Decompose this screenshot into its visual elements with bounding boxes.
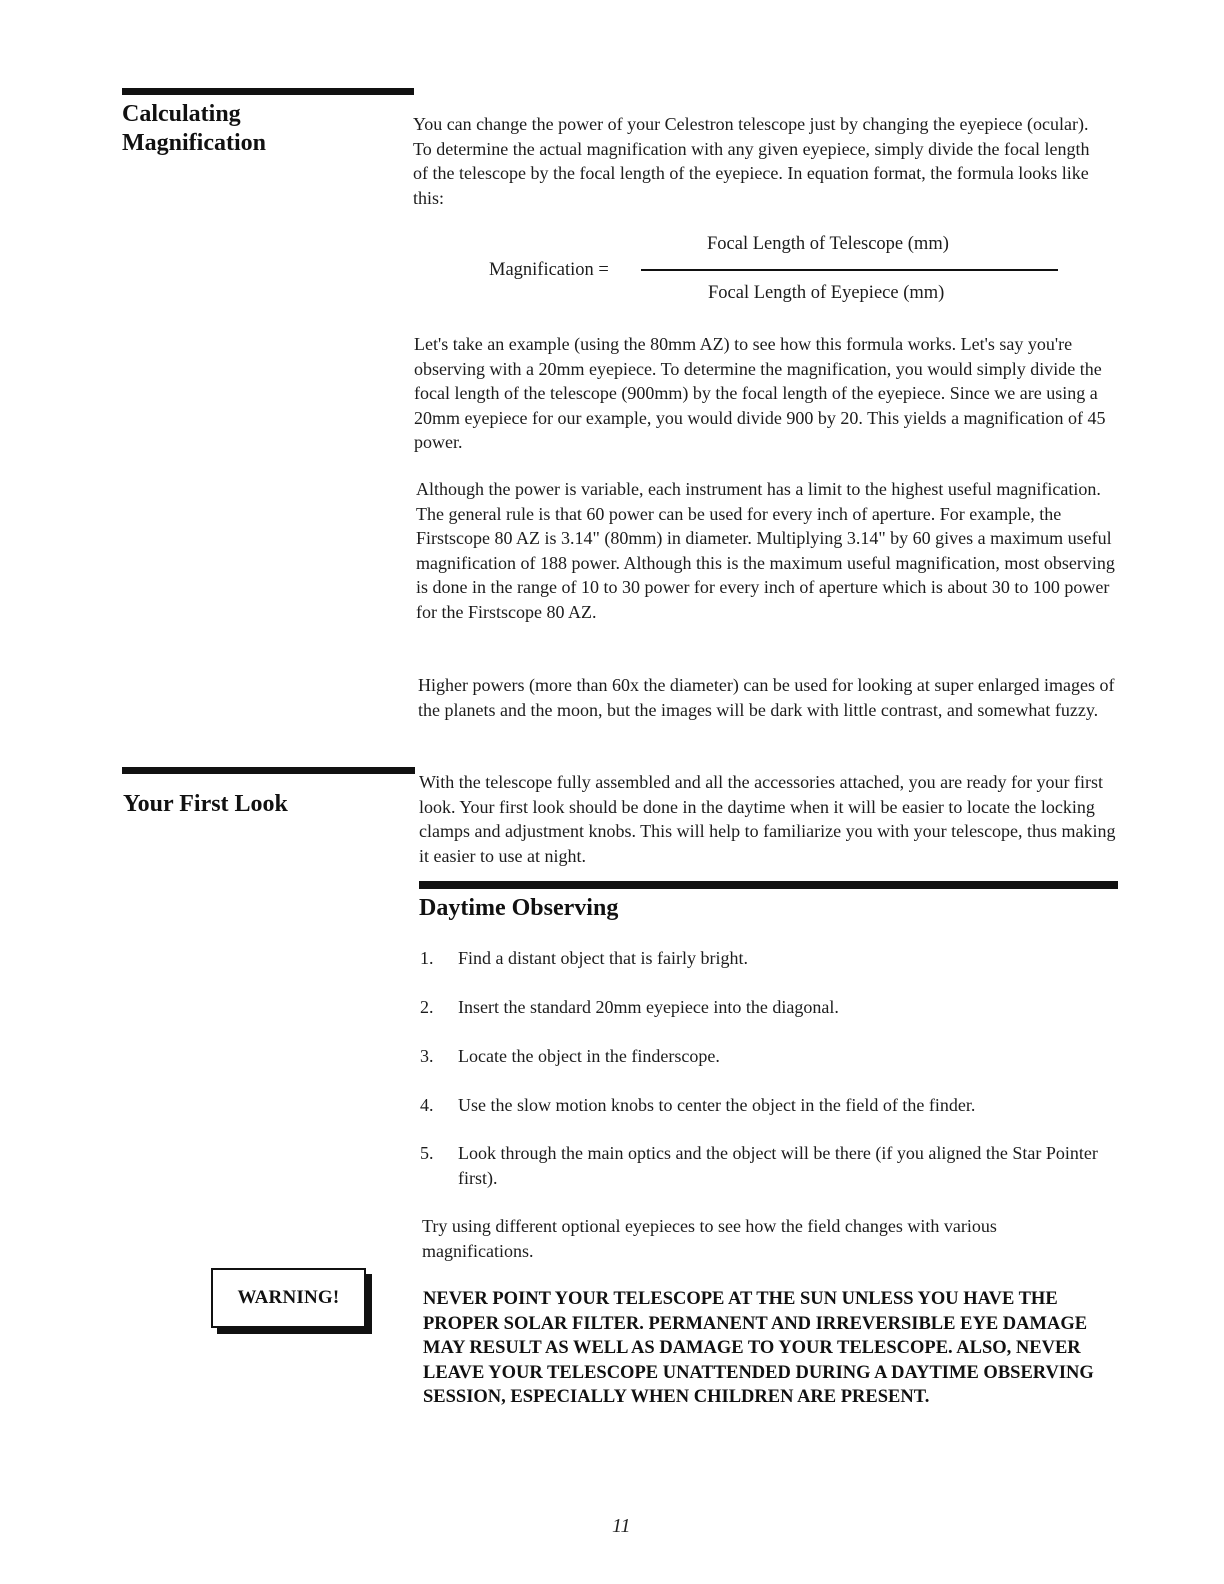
heading-daytime-observing: Daytime Observing [419,895,619,921]
formula-numerator: Focal Length of Telescope (mm) [707,234,949,254]
section-rule-first-look [122,767,415,774]
heading-calculating-magnification [122,100,266,158]
heading-line-2: Magnification [122,130,266,156]
example-paragraph: Let's take an example (using the 80mm AZ) to see how this formula works. Let's say you're observing with a 20mm eyepiece. To determine the magnification, you would simply divide the focal length of the telescope (900mm) by the focal length of the eyepiece. Since we are using a 20mm eyepiece for our example, you would divide 900 by 20. This yields a magnification of 45 power. [414,334,1106,453]
list-item-number: 2. [420,997,434,1017]
list-item [420,946,1110,971]
section-rule-calculating [122,88,414,95]
warning-label-box [211,1268,366,1328]
heading-your-first-look: Your First Look [123,791,288,817]
list-item [420,1093,1110,1118]
warning-text: NEVER POINT YOUR TELESCOPE AT THE SUN UNLESS YOU HAVE THE PROPER SOLAR FILTER. PERMANENT AND IRREVERSIBLE EYE DAMAGE MAY RESULT AS WELL AS DAMAGE TO YOUR TELESCOPE. ALSO, NEVER LEAVE YOUR TELESCOPE UNATTENDED DURING A DAYTIME OBSERVING SESSION, ESPECIALLY WHEN CHILDREN ARE PRESENT. [423,1289,1094,1408]
warning-label: WARNING! [237,1287,340,1308]
section-rule-daytime [419,881,1118,889]
list-item [420,995,1110,1020]
intro-paragraph: You can change the power of your Celestron telescope just by changing the eyepiece (ocular). To determine the actual magnification with any given eyepiece, simply divide the focal length of the telescope by the focal length of the eyepiece. In equation format, the formula looks like this: [413,114,1090,208]
list-item-text: Look through the main optics and the object will be there (if you aligned the Star Pointer first). [458,1143,1098,1188]
list-item-number: 1. [420,948,434,968]
page-number: 11 [612,1515,631,1537]
heading-line-1: Calculating [122,101,241,127]
list-item-text: Find a distant object that is fairly bright. [458,948,748,968]
list-item-text: Locate the object in the finderscope. [458,1046,720,1066]
list-item-number: 5. [420,1143,434,1163]
list-item [420,1044,1110,1069]
formula-denominator: Focal Length of Eyepiece (mm) [708,283,945,303]
formula-lhs: Magnification = [489,260,609,280]
formula-fraction-bar [641,269,1058,271]
higher-powers-paragraph: Higher powers (more than 60x the diameter) can be used for looking at super enlarged images of the planets and the moon, but the images will be dark with little contrast, and somewhat fuzzy. [418,675,1115,720]
try-eyepieces-paragraph: Try using different optional eyepieces to see how the field changes with various magnifications. [422,1216,997,1261]
list-item-text: Use the slow motion knobs to center the object in the field of the finder. [458,1095,976,1115]
list-item-number: 4. [420,1095,434,1115]
limit-paragraph: Although the power is variable, each instrument has a limit to the highest useful magnification. The general rule is that 60 power can be used for every inch of aperture. For example, the Firstscope 80 AZ is 3.14" (80mm) in diameter. Multiplying 3.14" by 60 gives a maximum useful magnification of 188 power. Although this is the maximum useful magnification, most observing is done in the range of 10 to 30 power for every inch of aperture which is about 30 to 100 power for the Firstscope 80 AZ. [416,479,1115,622]
list-item-number: 3. [420,1046,434,1066]
list-item [420,1141,1100,1190]
first-look-paragraph: With the telescope fully assembled and all the accessories attached, you are ready for your first look. Your first look should be done in the daytime when it will be easier to locate the locking clamps and adjustment knobs. This will help to familiarize you with your telescope, thus making it easier to use at night. [419,772,1116,866]
list-item-text: Insert the standard 20mm eyepiece into the diagonal. [458,997,839,1017]
